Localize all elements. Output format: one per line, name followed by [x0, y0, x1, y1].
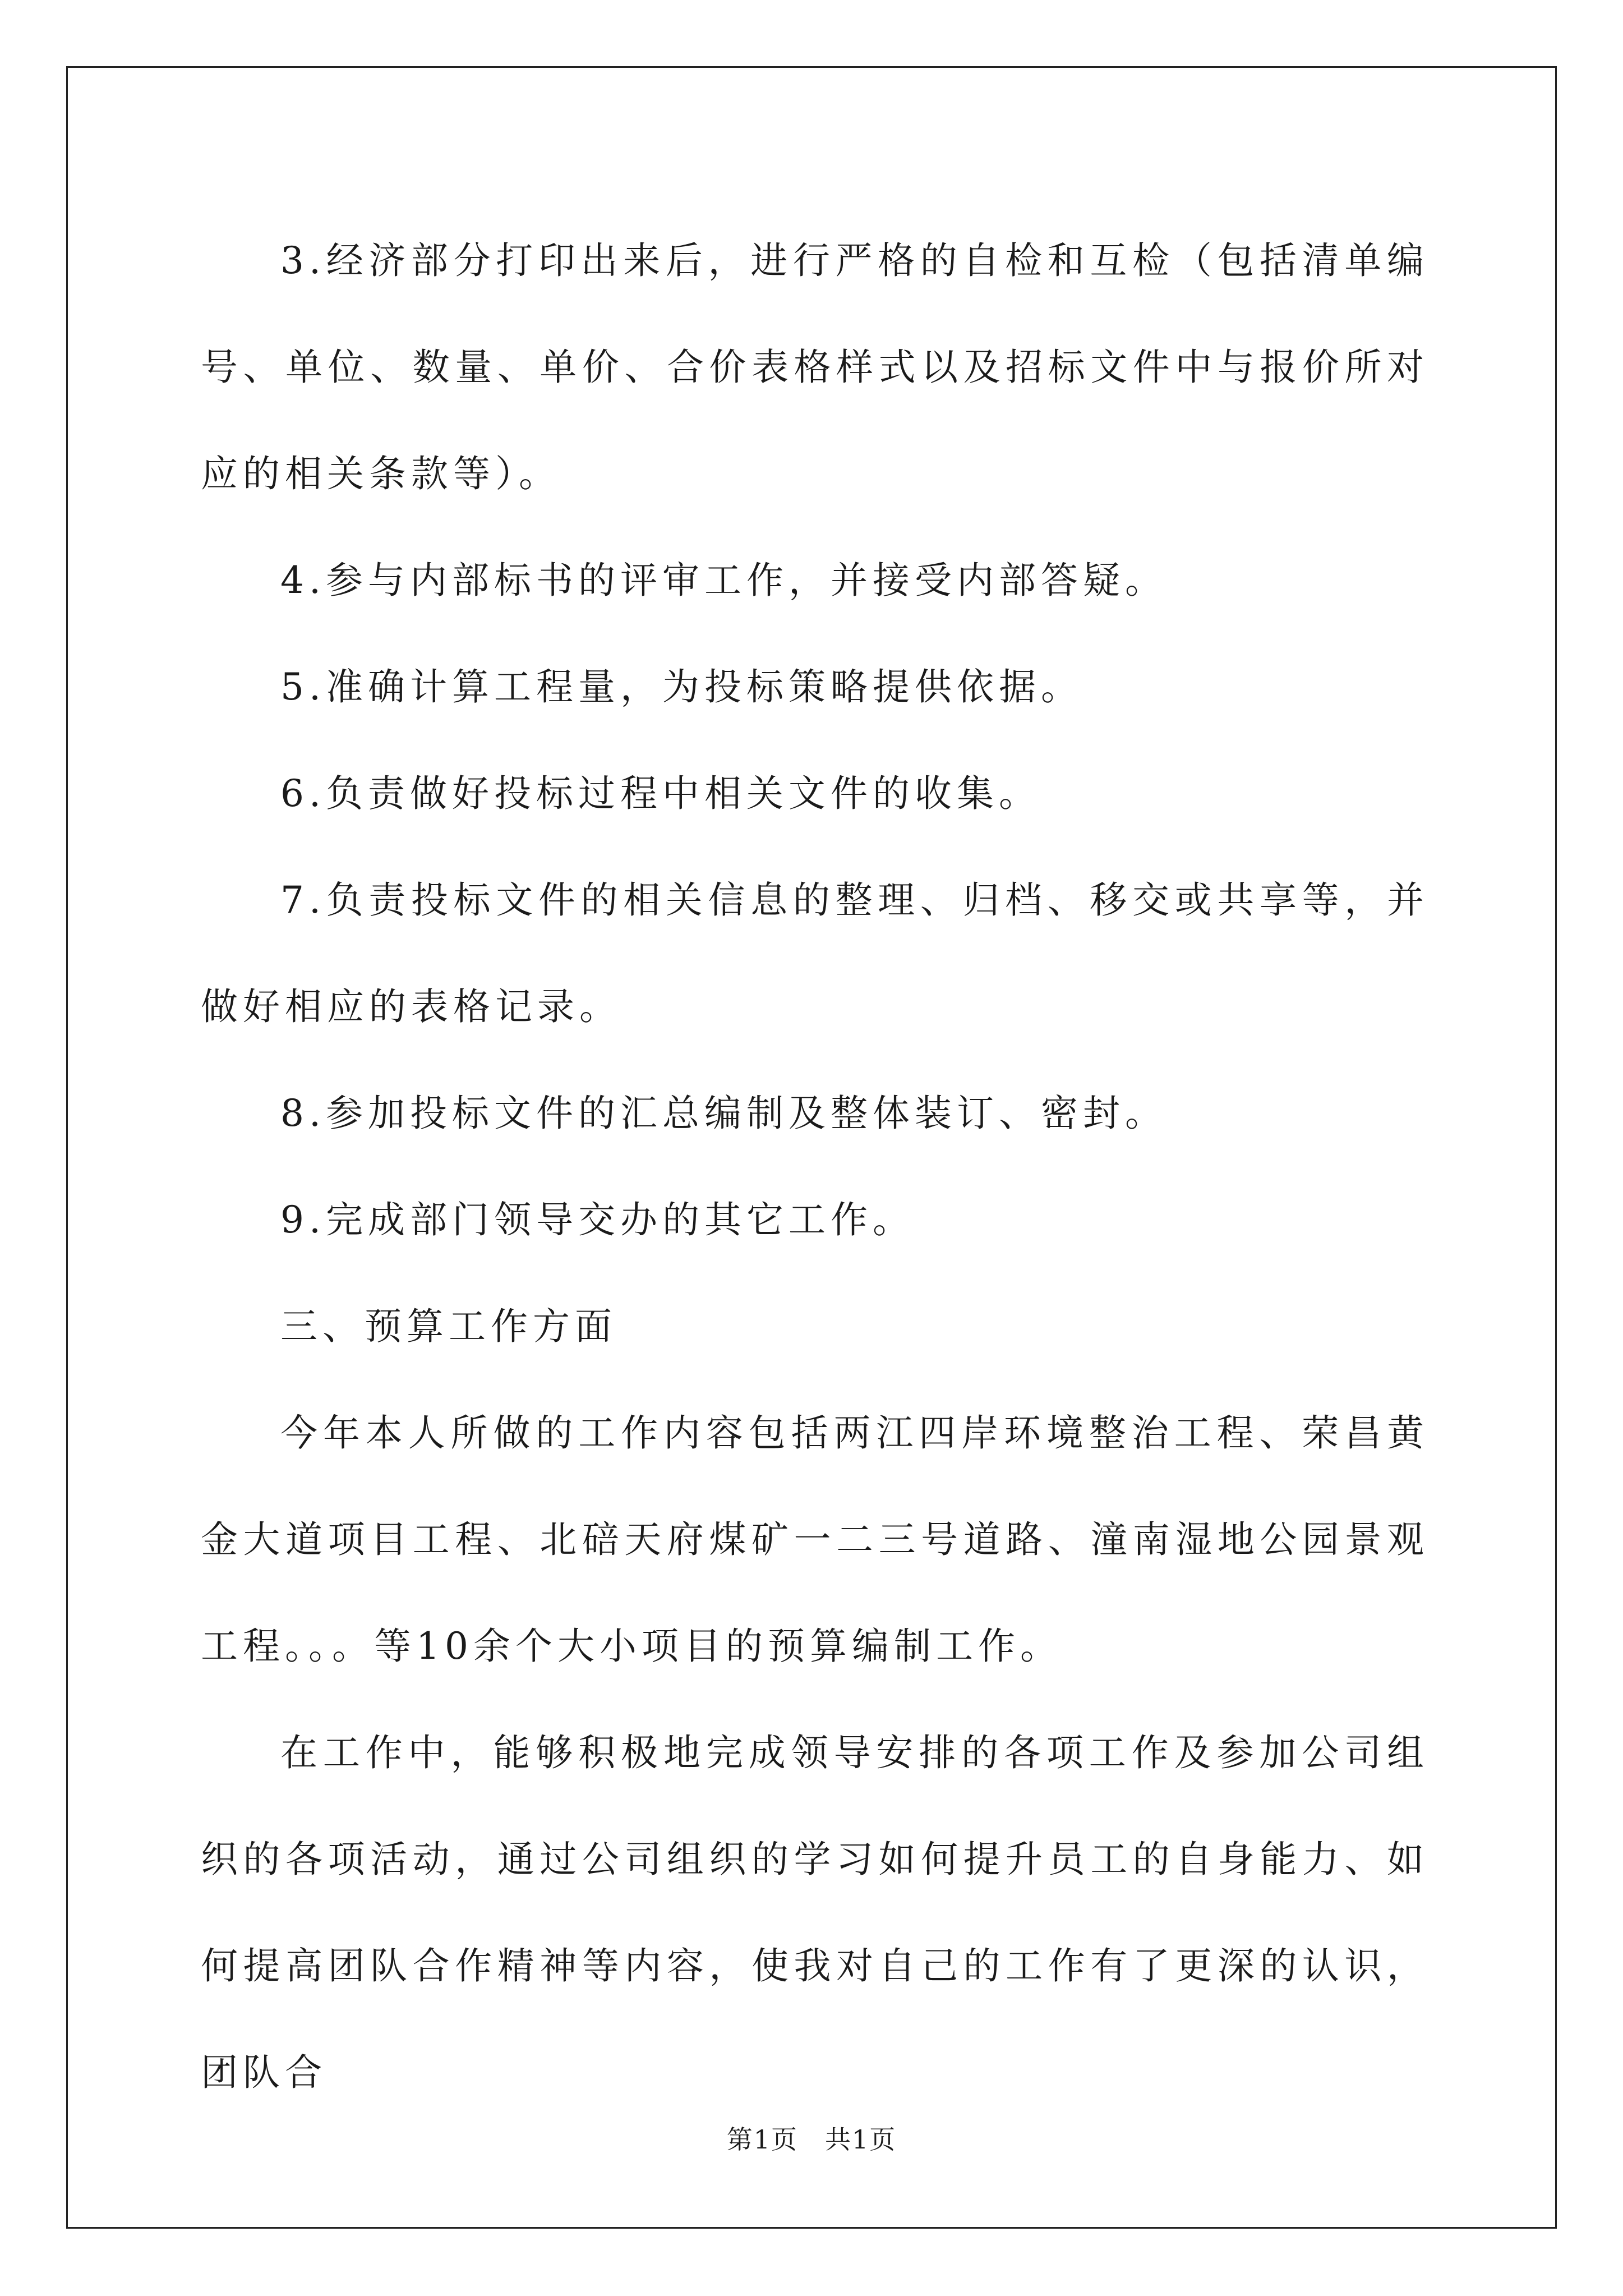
paragraph-item-9: 9.完成部门领导交办的其它工作。 — [280, 1198, 915, 1241]
section-paragraph-projects: 今年本人所做的工作内容包括两江四岸环境整治工程、荣昌黄金大道项目工程、北碚天府煤矿一二三号道路、潼南湿地公园景观工程。。。等10余个大小项目的预算编制工作。 — [201, 1411, 1429, 1668]
page-footer: 第1页 共1页 — [726, 2124, 897, 2155]
document-body — [201, 208, 1429, 2126]
paragraph-item-6: 6.负责做好投标过程中相关文件的收集。 — [280, 772, 1041, 815]
paragraph-item-4: 4.参与内部标书的评审工作，并接受内部答疑。 — [280, 559, 1167, 602]
section-heading: 三、预算工作方面 — [280, 1305, 617, 1348]
paragraph-item-3: 3.经济部分打印出来后，进行严格的自检和互检（包括清单编号、单位、数量、单价、合价表格样式以及招标文件中与报价所对应的相关条款等）。 — [201, 239, 1429, 495]
paragraph-item-5: 5.准确计算工程量，为投标策略提供依据。 — [280, 665, 1083, 708]
section-paragraph-work: 在工作中，能够积极地完成领导安排的各项工作及参加公司组织的各项活动，通过公司组织的学习如何提升员工的自身能力、如何提高团队合作精神等内容，使我对自己的工作有了更深的认识，团队合 — [201, 1731, 1429, 2094]
paragraph-item-7: 7.负责投标文件的相关信息的整理、归档、移交或共享等，并做好相应的表格记录。 — [201, 878, 1429, 1028]
paragraph-item-8: 8.参加投标文件的汇总编制及整体装订、密封。 — [280, 1092, 1167, 1135]
